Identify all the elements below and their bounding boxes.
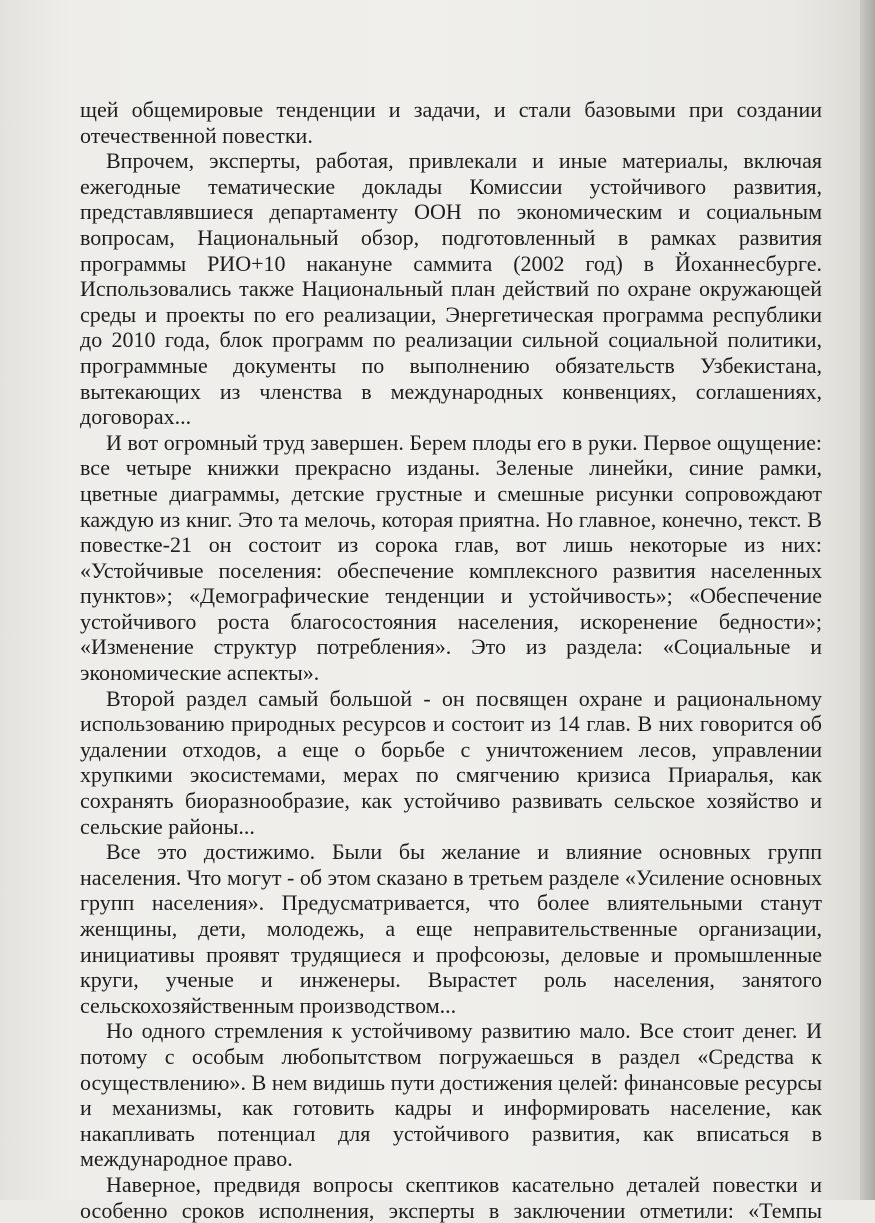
paragraph-5: Все это достижимо. Были бы желание и влияние основных групп населения. Что могут - об этом сказано в третьем разделе «Усиление основных групп населения». Предусматривается, что более влиятельными станут женщины, дети, молодежь, а еще неправительственные организации, инициативы проявят трудящиеся и профсоюзы, деловые и промышленные круги, ученые и инженеры. Вырастет роль населения, занятого сельскохозяйственным производством... <box>80 839 822 1018</box>
page-edge <box>860 0 875 1200</box>
page-text <box>80 97 822 1223</box>
paragraph-3: И вот огромный труд завершен. Берем плоды его в руки. Первое ощущение: все четыре книжки прекрасно изданы. Зеленые линейки, синие рамки, цветные диаграммы, детские грустные и смешные рисунки сопровождают каждую из книг. Это та мелочь, которая приятна. Но главное, конечно, текст. В повестке-21 он состоит из сорока глав, вот лишь некоторые из них: «Устойчивые поселения: обеспечение комплексного развития населенных пунктов»; «Демографические тенденции и устойчивость»; «Обеспечение устойчивого роста благосостояния населения, искоренение бедности»; «Изменение структур потребления». Это из раздела: «Социальные и экономические аспекты». <box>80 429 822 686</box>
paragraph-2: Впрочем, эксперты, работая, привлекали и иные материалы, включая ежегодные тематические доклады Комиссии устойчивого развития, представлявшиеся департаменту ООН по экономическим и социальным вопросам, Национальный обзор, подготовленный в рамках развития программы РИО+10 накануне саммита (2002 год) в Йоханнесбурге. Использовались также Национальный план действий по охране окружающей среды и проекты по его реализации, Энергетическая программа республики до 2010 года, блок программ по реализации сильной социальной политики, программные документы по выполнению обязательств Узбекистана, вытекающих из членства в международных конвенциях, соглашениях, договорах... <box>80 148 822 430</box>
paragraph-6: Но одного стремления к устойчивому развитию мало. Все стоит денег. И потому с особым любопытством погружаешься в раздел «Средства к осуществлению». В нем видишь пути достижения целей: финансовые ресурсы и механизмы, как готовить кадры и информировать население, как накапливать потенциал для устойчивого развития, как вписаться в международное право. <box>80 1018 822 1172</box>
paragraph-7: Наверное, предвидя вопросы скептиков касательно деталей повестки и особенно сроков исполнения, эксперты в заключении отметили: «Темпы <box>80 1171 822 1223</box>
paragraph-4: Второй раздел самый большой - он посвящен охране и рациональному использованию природных ресурсов и состоит из 14 глав. В них говорится об удалении отходов, а еще о борьбе с уничтожением лесов, управлении хрупкими экосистемами, мерах по смягчению кризиса Приаралья, как сохранять биоразнообразие, как устойчиво развивать сельское хозяйство и сельские районы... <box>80 685 822 839</box>
paragraph-1: щей общемировые тенденции и задачи, и стали базовыми при создании отечественной повестки. <box>80 97 822 148</box>
